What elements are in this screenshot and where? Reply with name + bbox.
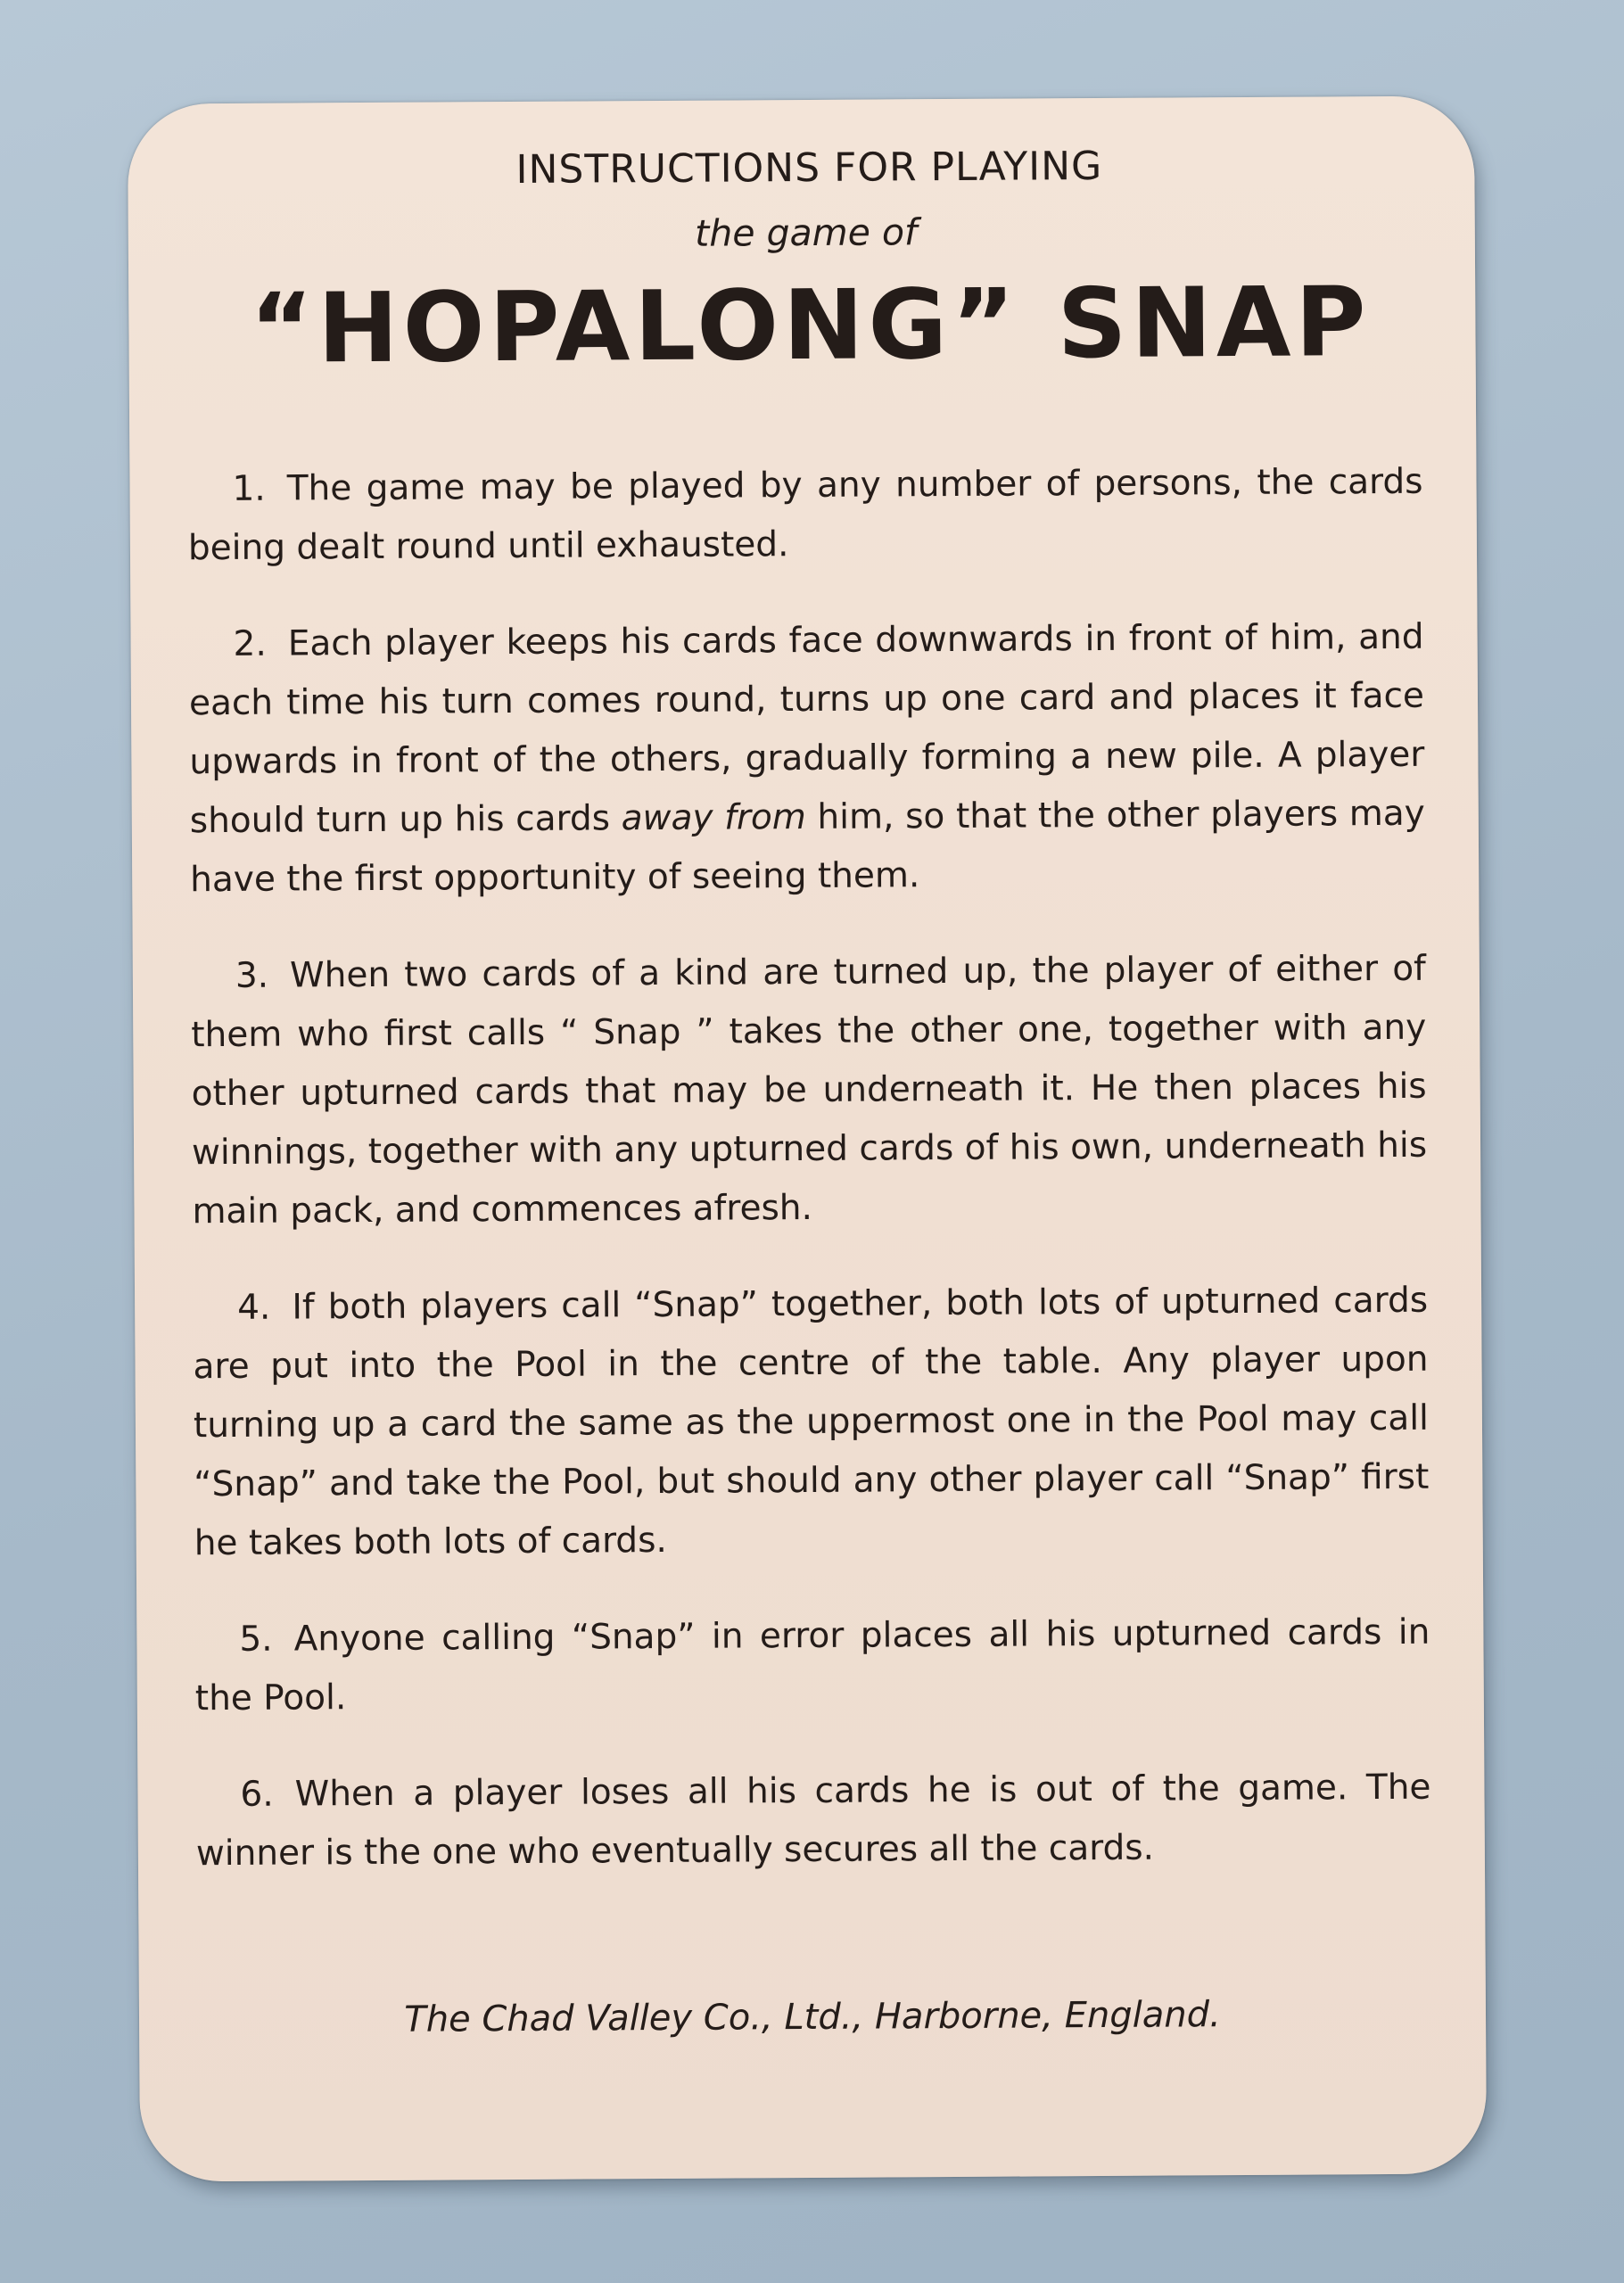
rule-3 bbox=[191, 940, 1428, 1241]
rule-4 bbox=[193, 1272, 1430, 1573]
game-title: “HOPALONG” SNAP bbox=[249, 267, 1371, 385]
rule-1 bbox=[187, 453, 1423, 578]
rule-text: When two cards of a kind are turned up, the player of either of them who first calls “ Snap ” takes the other one, together with any other upturned cards that may be underneath it. He then places his winnings, together with any upturned cards of his own, underneath his main pack, and commences afresh. bbox=[191, 948, 1428, 1232]
rules-list bbox=[187, 453, 1431, 1921]
rule-text: When a player loses all his cards he is out of the game. The winner is the one who eventually secures all the cards. bbox=[195, 1767, 1431, 1875]
publisher-footer: The Chad Valley Co., Ltd., Harborne, England. bbox=[404, 1994, 1221, 2040]
instruction-card bbox=[128, 95, 1487, 2181]
header-instructions-line: INSTRUCTIONS FOR PLAYING bbox=[515, 143, 1103, 193]
rule-number: 6. bbox=[240, 1774, 274, 1815]
rule-number: 1. bbox=[232, 468, 266, 509]
rule-text: If both players call “Snap” together, both lots of upturned cards are put into the Pool in the centre of the table. Any player upon turning up a card the same as the uppermost one in the Pool may call “Snap” and take the Pool, but should any other player call “Snap” first he takes both lots of cards. bbox=[193, 1280, 1430, 1564]
rule-2 bbox=[188, 608, 1425, 910]
rule-text: The game may be played by any number of persons, the cards being dealt round until exhausted. bbox=[187, 461, 1423, 569]
rule-number: 3. bbox=[235, 955, 269, 996]
rule-number: 4. bbox=[237, 1287, 271, 1328]
rule-text-italic: away from bbox=[621, 797, 806, 839]
header-subtitle-line: the game of bbox=[695, 210, 918, 255]
rule-text-continued: him, so that the other players may have the first opportunity of seeing them. bbox=[190, 793, 1425, 901]
rule-number: 5. bbox=[239, 1619, 273, 1660]
rule-6 bbox=[195, 1759, 1431, 1883]
rule-text: Each player keeps his cards face downwards in front of him, and each time his turn comes round, turns up one card and places it face upwards in front of the others, gradually forming a new pile. A player should turn up his cards bbox=[188, 616, 1425, 842]
card-header bbox=[128, 143, 1476, 385]
rule-text: Anyone calling “Snap” in error places all his upturned cards in the Pool. bbox=[194, 1611, 1430, 1719]
rule-5 bbox=[194, 1603, 1430, 1728]
rule-number: 2. bbox=[233, 623, 267, 664]
